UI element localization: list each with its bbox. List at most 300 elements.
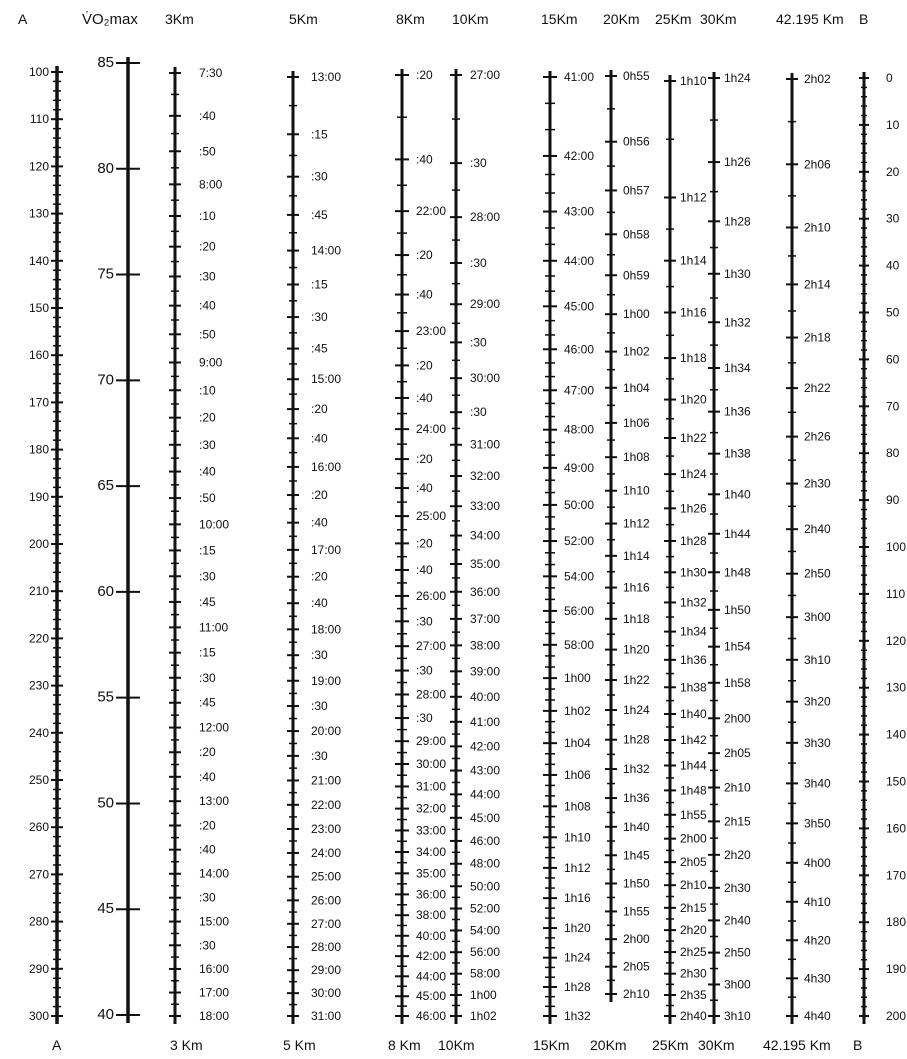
scale-km15-label: 46:00 (564, 342, 595, 357)
scale-a-label: 160 (28, 348, 49, 363)
footer-a: A (52, 1037, 62, 1053)
scale-km42-label: 2h26 (804, 429, 831, 444)
scale-km30-label: 2h10 (724, 780, 751, 795)
scale-km15-label: 43:00 (564, 204, 595, 219)
scale-km3-label: :30 (199, 569, 216, 584)
scale-a-label: 260 (28, 820, 49, 835)
scale-km25-label: 1h30 (680, 565, 707, 580)
footer-25km: 25Km (652, 1037, 689, 1053)
header-a: A (18, 11, 28, 27)
scale-km5-label: :30 (311, 699, 328, 714)
scale-km8-label: 25:00 (416, 509, 447, 524)
scale-km42-label: 2h18 (804, 330, 831, 345)
scale-km15-label: 50:00 (564, 497, 595, 512)
scale-km3-label: :20 (199, 818, 216, 833)
scale-km8-label: :20 (416, 452, 433, 467)
scale-km8-label: 27:00 (416, 639, 447, 654)
scale-km5-label: 20:00 (311, 724, 342, 739)
scale-km5-label: 23:00 (311, 821, 342, 836)
scale-km8-label: 46:00 (416, 1009, 447, 1023)
header-3km: 3Km (165, 11, 194, 27)
scale-km25-label: 1h18 (680, 351, 707, 366)
scale-km8-label: :20 (416, 536, 433, 551)
scale-km5-label: 30:00 (311, 986, 342, 1001)
scale-km30-label: 2h05 (724, 746, 751, 761)
scale-km25-label: 1h26 (680, 501, 707, 516)
scale-b-label: 70 (886, 399, 900, 414)
scale-km5-label: 13:00 (311, 70, 342, 84)
scale-vo2-label: 45 (97, 900, 114, 918)
scale-km3-label: 7:30 (199, 66, 223, 80)
scale-km25-label: 1h28 (680, 533, 707, 548)
scale-vo2 (97, 54, 140, 1023)
header-8km: 8Km (396, 11, 425, 27)
scale-km30-label: 1h54 (724, 639, 751, 654)
scale-km10-label: 44:00 (470, 787, 501, 802)
scale-a-label: 280 (28, 914, 49, 929)
scale-b-label: 80 (886, 446, 900, 461)
scale-vo2-label: 70 (97, 371, 114, 389)
scale-km10-label: 30:00 (470, 371, 501, 386)
scale-km3-label: 9:00 (199, 355, 223, 370)
scale-km15-label: 41:00 (564, 70, 595, 84)
scale-km20-label: 1h16 (623, 580, 650, 595)
scale-km30-label: 1h30 (724, 266, 751, 281)
scale-km30-label: 1h58 (724, 675, 751, 690)
scale-km20 (605, 69, 650, 1002)
scale-km10-label: 36:00 (470, 584, 501, 599)
scale-km30-label: 1h26 (724, 155, 751, 170)
scale-km3-label: 15:00 (199, 914, 230, 929)
scale-km8 (395, 68, 446, 1024)
scale-km42-label: 3h50 (804, 816, 831, 831)
scale-km3-label: 11:00 (199, 620, 229, 635)
scale-km8-label: 34:00 (416, 845, 447, 860)
scale-km15-label: 1h12 (564, 860, 591, 875)
header-30km: 30Km (700, 11, 737, 27)
scale-a-label: 250 (28, 773, 49, 787)
scale-km5-label: :20 (311, 402, 328, 417)
scale-km10-label: :30 (470, 255, 487, 270)
scale-km5-label: 18:00 (311, 622, 342, 637)
scale-a-label: 150 (28, 301, 49, 315)
scale-km25-label: 1h12 (680, 190, 707, 205)
footer-8km: 8 Km (388, 1037, 421, 1053)
scale-b-label: 180 (886, 915, 907, 930)
scale-km15-label: 1h00 (564, 671, 591, 686)
scale-km3-label: 17:00 (199, 985, 230, 1000)
scale-km3-label: 12:00 (199, 720, 230, 735)
header-15km: 15Km (541, 11, 578, 27)
scale-km25-label: 2h40 (680, 1009, 707, 1023)
scale-km10-label: 50:00 (470, 879, 501, 894)
scale-km15-label: 1h04 (564, 736, 591, 751)
scale-km10-label: 37:00 (470, 611, 501, 626)
scale-km3-label: :10 (199, 383, 216, 398)
scale-km30-label: 1h44 (724, 526, 751, 541)
scale-km25-label: 1h16 (680, 305, 707, 320)
scale-km20-label: 1h04 (623, 380, 650, 395)
scale-km5-label: :15 (311, 277, 328, 292)
footer-30km: 30Km (698, 1037, 735, 1053)
scale-km10-label: 1h02 (470, 1009, 497, 1023)
scale-km15-label: 1h16 (564, 891, 591, 906)
scale-a-label: 300 (28, 1009, 49, 1023)
scale-b-label: 30 (886, 211, 900, 226)
scale-km25-label: 1h20 (680, 392, 707, 407)
scale-km25-label: 1h42 (680, 733, 707, 748)
scale-km25-label: 2h00 (680, 831, 707, 846)
scale-km15-label: 1h08 (564, 799, 591, 814)
scale-km25-label: 1h34 (680, 624, 707, 639)
scale-a-label: 120 (28, 159, 49, 174)
scale-km8-label: 42:00 (416, 949, 447, 964)
scale-km5-label: :40 (311, 515, 328, 530)
scale-km8-label: 35:00 (416, 866, 447, 881)
scale-b-label: 10 (886, 117, 900, 132)
scale-km15-label: 45:00 (564, 299, 595, 314)
scale-km3-label: :15 (199, 645, 216, 660)
scale-km10-label: 38:00 (470, 638, 501, 653)
scale-km3-label: :10 (199, 209, 216, 224)
scale-km15-label: 52:00 (564, 534, 595, 549)
scale-km30-label: 1h24 (724, 71, 751, 85)
scale-km20-label: 0h58 (623, 227, 650, 242)
scale-km20-label: 1h12 (623, 516, 650, 531)
scale-km10-label: 48:00 (470, 856, 501, 871)
scale-km5-label: 25:00 (311, 869, 342, 884)
scale-vo2-label: 60 (97, 582, 114, 600)
scale-km3-label: :20 (199, 239, 216, 254)
scale-km3-label: :20 (199, 745, 216, 760)
scale-km3-label: :50 (199, 491, 216, 506)
scale-km30-label: 1h50 (724, 602, 751, 617)
scale-km20-label: 1h50 (623, 876, 650, 891)
scale-a-label: 210 (28, 584, 49, 599)
scale-km42-label: 3h10 (804, 652, 831, 667)
scale-km25-label: 1h38 (680, 680, 707, 695)
scale-km25-label: 1h40 (680, 706, 707, 721)
scale-km25-label: 2h20 (680, 923, 707, 938)
scale-km42-label: 4h20 (804, 933, 831, 948)
scale-km20-label: 1h32 (623, 762, 650, 777)
scale-km10-label: 1h00 (470, 987, 497, 1002)
scale-vo2-label: 65 (97, 477, 114, 495)
scale-km30-label: 1h34 (724, 360, 751, 375)
scale-km20-label: 1h18 (623, 611, 650, 626)
scale-km15-label: 48:00 (564, 422, 595, 437)
scale-km10-label: 29:00 (470, 297, 501, 312)
scale-km8-label: 29:00 (416, 734, 447, 749)
scale-km8-label: :40 (416, 390, 433, 405)
scale-km8-label: :30 (416, 711, 433, 726)
scale-km30-label: 2h30 (724, 880, 751, 895)
scale-km20-label: 1h08 (623, 450, 650, 465)
scales-layer (29, 54, 906, 1024)
footer-b: B (853, 1037, 863, 1053)
scale-km42-label: 2h40 (804, 522, 831, 537)
scale-km20-label: 0h59 (623, 268, 650, 283)
scale-km5-label: :45 (311, 341, 328, 356)
scale-km10 (450, 68, 500, 1024)
scale-km42-label: 2h50 (804, 566, 831, 581)
scale-km30-label: 1h40 (724, 487, 751, 502)
scale-km5-label: :30 (311, 310, 328, 325)
scale-km8-label: :30 (416, 614, 433, 629)
scale-vo2-label: 55 (97, 688, 114, 706)
scale-km3-label: :50 (199, 327, 216, 342)
scale-km42-label: 2h14 (804, 277, 831, 292)
scale-km42-label: 2h06 (804, 157, 831, 172)
scale-b-label: 40 (886, 258, 900, 273)
scale-km10-label: 34:00 (470, 528, 501, 543)
header-vo2max: V̇O₂max (82, 11, 138, 28)
scale-km42-label: 4h00 (804, 855, 831, 870)
scale-km20-label: 1h10 (623, 483, 650, 498)
scale-km5-label: 21:00 (311, 773, 342, 788)
scale-a-label: 270 (28, 867, 49, 882)
scale-vo2-label: 40 (97, 1006, 114, 1023)
scale-a-label: 140 (28, 253, 49, 268)
scale-km5-label: :30 (311, 748, 328, 763)
scale-km3-label: :30 (199, 938, 216, 953)
scale-km10-label: 54:00 (470, 923, 501, 938)
scale-km10-label: 52:00 (470, 901, 501, 916)
scale-a-label: 110 (29, 112, 49, 127)
scale-km15-label: 1h28 (564, 979, 591, 994)
scale-km3-label: 16:00 (199, 961, 230, 976)
scale-km30-label: 3h00 (724, 977, 751, 992)
scale-km25-label: 2h35 (680, 987, 707, 1002)
scale-km3-label: :40 (199, 842, 216, 857)
scale-b-label: 110 (886, 586, 906, 601)
footer-3km: 3 Km (170, 1037, 203, 1053)
scale-km25-label: 2h30 (680, 966, 707, 981)
scale-b-label: 20 (886, 164, 900, 179)
scale-km20-label: 1h00 (623, 307, 650, 322)
scale-a-label: 240 (28, 725, 49, 740)
scale-km25-label: 2h05 (680, 855, 707, 870)
scale-km3-label: :40 (199, 108, 216, 123)
scale-km8-label: 31:00 (416, 779, 447, 794)
scale-km30-label: 1h48 (724, 565, 751, 580)
scale-km3-label: :40 (199, 769, 216, 784)
scale-vo2-label: 80 (97, 159, 114, 177)
scale-km10-label: 41:00 (470, 714, 501, 729)
scale-km42-label: 4h10 (804, 894, 831, 909)
scale-km25 (664, 74, 707, 1024)
scale-km5-label: :40 (311, 431, 328, 446)
scale-km25-label: 1h24 (680, 467, 707, 482)
header-5km: 5Km (289, 11, 318, 27)
scale-km3 (169, 66, 229, 1024)
scale-km8-label: 33:00 (416, 823, 447, 838)
scale-km25-label: 1h55 (680, 807, 707, 822)
scale-km3-label: 18:00 (199, 1009, 230, 1023)
scale-km20-label: 1h14 (623, 548, 650, 563)
scale-km15-label: 1h02 (564, 703, 591, 718)
scale-km20-label: 1h40 (623, 819, 650, 834)
footer-10km: 10Km (438, 1037, 475, 1053)
scale-km8-label: 22:00 (416, 204, 447, 219)
scale-km5-label: :15 (311, 127, 328, 142)
header-10km: 10Km (452, 11, 489, 27)
scale-km42-label: 3h00 (804, 610, 831, 625)
footer-42km: 42.195 Km (763, 1037, 831, 1053)
scale-km42-label: 2h02 (804, 72, 831, 86)
scale-b-label: 140 (886, 727, 907, 742)
scale-km25-label: 1h10 (680, 74, 707, 88)
scale-km8-label: :20 (416, 248, 433, 263)
scale-km8-label: :20 (416, 68, 433, 82)
scale-km10-label: 27:00 (470, 68, 501, 82)
scale-km20-label: 1h22 (623, 673, 650, 688)
scale-km20-label: 1h28 (623, 732, 650, 747)
scale-km10-label: 56:00 (470, 945, 501, 960)
scale-km5-label: 28:00 (311, 940, 342, 955)
scale-km10-label: 31:00 (470, 437, 501, 452)
scale-km15-label: 42:00 (564, 148, 595, 163)
scale-km42-label: 2h30 (804, 476, 831, 491)
scale-km30-label: 1h28 (724, 214, 751, 229)
scale-a-label: 170 (28, 395, 49, 410)
scale-km20-label: 2h10 (623, 987, 650, 1001)
scale-km30-label: 2h00 (724, 711, 751, 726)
scale-b-label: 120 (886, 633, 907, 648)
footer-20km: 20Km (590, 1037, 627, 1053)
scale-km5-label: :45 (311, 207, 328, 222)
scale-km5-label: 31:00 (311, 1009, 342, 1023)
scale-vo2-label: 85 (97, 54, 114, 71)
scale-km15-label: 1h20 (564, 921, 591, 936)
scale-km8-label: 36:00 (416, 887, 447, 902)
scale-km15-label: 1h32 (564, 1009, 591, 1023)
scale-km3-label: :30 (199, 269, 216, 284)
scale-a-label: 180 (28, 442, 49, 457)
scale-b-label: 150 (886, 774, 907, 789)
scale-km3-label: 13:00 (199, 794, 230, 809)
scale-b-label: 90 (886, 493, 900, 508)
header-42km: 42.195 Km (776, 11, 844, 27)
scale-km10-label: :30 (470, 405, 487, 420)
scale-km5-label: :30 (311, 169, 328, 184)
scale-km5-label: :20 (311, 488, 328, 503)
scale-km10-label: 58:00 (470, 966, 501, 981)
scale-km5-label: 19:00 (311, 673, 342, 688)
scale-km25-label: 1h22 (680, 431, 707, 446)
scale-b-label: 130 (886, 680, 907, 695)
scale-km25-label: 1h44 (680, 758, 707, 773)
scale-vo2-label: 75 (97, 265, 114, 283)
scale-km8-label: 44:00 (416, 969, 447, 984)
scale-km20-label: 0h55 (623, 69, 650, 83)
scale-km20-label: 1h45 (623, 848, 650, 863)
scale-km3-label: :45 (199, 594, 216, 609)
scale-b-label: 100 (886, 540, 907, 554)
scale-km10-label: 42:00 (470, 739, 501, 754)
scale-km10-label: 46:00 (470, 833, 501, 848)
scale-km20-label: 1h36 (623, 791, 650, 806)
scale-km10-label: 33:00 (470, 499, 501, 514)
scale-km10-label: 28:00 (470, 210, 501, 225)
scale-km15-label: 1h10 (564, 830, 591, 845)
scale-km15 (543, 70, 594, 1024)
scale-b-label: 0 (886, 71, 893, 85)
scale-km3-label: :50 (199, 144, 216, 159)
scale-a-label: 220 (28, 631, 49, 646)
scale-km8-label: 32:00 (416, 801, 447, 816)
scale-km3-label: :15 (199, 543, 216, 558)
scale-km5-label: 17:00 (311, 542, 342, 557)
scale-km15-label: 58:00 (564, 637, 595, 652)
footer-15km: 15Km (533, 1037, 570, 1053)
scale-km5-label: 16:00 (311, 459, 342, 474)
scale-km5-label: :30 (311, 648, 328, 663)
scale-km5-label: 22:00 (311, 797, 342, 812)
scale-a-label: 130 (28, 206, 49, 221)
scale-km42-label: 3h40 (804, 776, 831, 791)
scale-km3-label: :30 (199, 890, 216, 905)
scale-b-label: 190 (886, 962, 907, 977)
scale-km20-label: 2h05 (623, 959, 650, 974)
scale-b-label: 50 (886, 305, 900, 320)
scale-km3-label: :20 (199, 410, 216, 425)
scale-km25-label: 1h32 (680, 595, 707, 610)
scale-km10-label: 45:00 (470, 810, 501, 825)
scale-km10-label: :30 (470, 156, 487, 171)
scale-km5-label: 29:00 (311, 963, 342, 978)
scale-km15-label: 56:00 (564, 603, 595, 618)
scale-km5-label: 26:00 (311, 893, 342, 908)
scale-km8-label: 40:00 (416, 928, 447, 943)
scale-km30-label: 1h36 (724, 404, 751, 419)
scale-km30-label: 2h15 (724, 814, 751, 829)
scale-a-label: 100 (28, 65, 49, 79)
scale-km10-label: 32:00 (470, 469, 501, 484)
scale-km3-label: 8:00 (199, 177, 223, 192)
scale-km15-label: 44:00 (564, 253, 595, 268)
scale-km8-label: 38:00 (416, 908, 447, 923)
scale-km20-label: 0h56 (623, 134, 650, 149)
header-25km: 25Km (655, 11, 692, 27)
scale-km20-label: 1h20 (623, 642, 650, 657)
scale-km10-label: 40:00 (470, 689, 501, 704)
scale-km8-label: :20 (416, 358, 433, 373)
scale-km20-label: 1h06 (623, 415, 650, 430)
scale-km42-label: 4h30 (804, 971, 831, 986)
header-20km: 20Km (603, 11, 640, 27)
scale-km3-label: 10:00 (199, 517, 230, 532)
scale-b (859, 71, 906, 1024)
scale-km15-label: 54:00 (564, 569, 595, 584)
scale-km8-label: 30:00 (416, 756, 447, 771)
scale-km8-label: :40 (416, 287, 433, 302)
scale-km30-label: 2h20 (724, 847, 751, 862)
scale-km20-label: 1h02 (623, 344, 650, 359)
scale-km10-label: 43:00 (470, 763, 501, 778)
scale-km5-label: 24:00 (311, 845, 342, 860)
scale-km42-label: 3h20 (804, 694, 831, 709)
scale-km8-label: 45:00 (416, 989, 447, 1004)
scale-a-label: 230 (28, 678, 49, 693)
scale-km25-label: 1h48 (680, 783, 707, 798)
scale-km5-label: 14:00 (311, 243, 342, 258)
scale-km42-label: 3h30 (804, 735, 831, 750)
scale-km10-label: :30 (470, 335, 487, 350)
scale-km8-label: :30 (416, 663, 433, 678)
scale-km5 (287, 70, 341, 1024)
scale-km3-label: 14:00 (199, 866, 230, 881)
